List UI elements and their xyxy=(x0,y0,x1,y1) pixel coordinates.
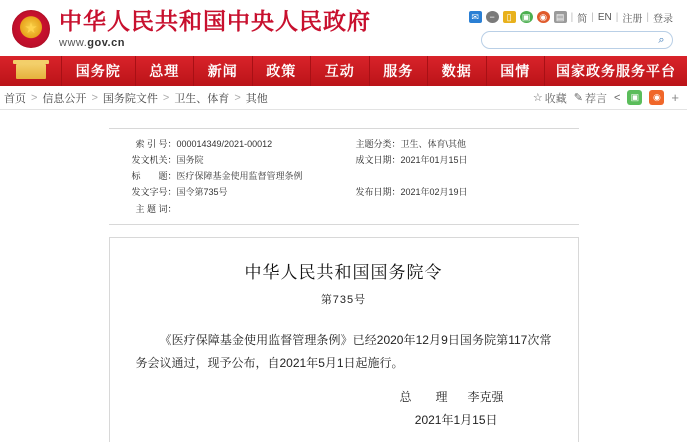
site-title: 中华人民共和国中央人民政府 xyxy=(59,7,371,34)
meta-label-title: 标 题： xyxy=(131,171,177,182)
site-url xyxy=(59,37,371,49)
lang-link-simplified[interactable]: 简 xyxy=(577,13,588,25)
site-url-prefix: www. xyxy=(59,37,88,50)
meta-value-index: 000014349/2021-00012 xyxy=(176,139,273,149)
mail-icon[interactable]: ✉ xyxy=(469,11,482,23)
document-metadata xyxy=(109,128,579,225)
weibo-share-icon[interactable]: ◉ xyxy=(649,90,664,105)
header-utilities xyxy=(469,10,677,49)
share-button[interactable] xyxy=(614,92,620,104)
meta-value-title: 医疗保障基金使用监督管理条例 xyxy=(176,171,303,182)
document-title: 中华人民共和国国务院令 xyxy=(244,262,443,283)
wechat-icon[interactable]: ▣ xyxy=(520,11,533,23)
breadcrumb-separator: > xyxy=(162,91,170,104)
minus-icon[interactable]: − xyxy=(486,11,499,23)
signature-date: 2021年1月15日 xyxy=(414,413,498,428)
signature-role: 总 理 xyxy=(399,390,454,405)
breadcrumb-item-state-council-docs[interactable]: 国务院文件 xyxy=(102,92,158,105)
meta-label-empty2 xyxy=(327,201,401,217)
breadcrumb-item-home[interactable]: 首页 xyxy=(4,92,26,105)
table-row xyxy=(109,184,579,200)
separator: | xyxy=(591,11,594,23)
site-branding[interactable] xyxy=(59,9,371,49)
meta-value-category: 卫生、体育\其他 xyxy=(400,139,467,149)
nav-item-data[interactable]: 数据 xyxy=(428,56,487,86)
document-order-number: 第735号 xyxy=(320,293,367,306)
meta-value-issuing-agency: 国务院 xyxy=(176,155,204,166)
document-body xyxy=(109,237,579,442)
nav-item-government-service-platform[interactable]: 国家政务服务平台 xyxy=(556,63,676,79)
share-icon: < xyxy=(613,91,621,104)
meta-value-written-date: 2021年01月15日 xyxy=(400,155,468,166)
breadcrumb-item-other[interactable]: 其他 xyxy=(245,92,268,105)
meta-value-empty2 xyxy=(401,201,579,217)
meta-value-doc-number: 国令第735号 xyxy=(176,187,228,198)
star-icon: ☆ xyxy=(532,92,543,104)
nav-item-national-profile[interactable]: 国情 xyxy=(487,56,546,86)
separator: | xyxy=(646,11,649,23)
weibo-icon[interactable]: ◉ xyxy=(537,11,550,23)
breadcrumb-separator: > xyxy=(234,91,241,104)
nav-item-news[interactable]: 新闻 xyxy=(194,56,253,86)
search-input[interactable] xyxy=(490,32,650,48)
favorite-button[interactable] xyxy=(533,90,567,106)
lang-link-english[interactable]: EN xyxy=(597,11,612,23)
plus-icon[interactable]: + xyxy=(671,90,679,105)
breadcrumb-item-health-sports[interactable]: 卫生、体育 xyxy=(174,92,230,105)
register-link[interactable]: 注册 xyxy=(622,13,643,25)
suggest-label: 荐言 xyxy=(584,92,607,105)
search-box[interactable] xyxy=(481,31,673,49)
gate-icon xyxy=(16,64,46,79)
table-row xyxy=(109,201,579,217)
site-header xyxy=(0,0,687,56)
meta-label-keywords: 主 题 词： xyxy=(135,203,177,214)
nav-item-interaction[interactable]: 互动 xyxy=(311,56,370,86)
meta-label-index: 索 引 号： xyxy=(135,139,177,149)
document-signature xyxy=(136,386,552,432)
table-row xyxy=(109,136,579,152)
search-icon[interactable]: ⌕ xyxy=(658,33,665,46)
nav-item-service[interactable]: 服务 xyxy=(370,56,429,86)
table-row xyxy=(109,152,579,168)
metadata-table xyxy=(109,136,579,217)
app-icon[interactable]: ▤ xyxy=(554,11,567,23)
meta-value-publish-date: 2021年02月19日 xyxy=(400,187,468,198)
separator: | xyxy=(615,11,619,23)
site-url-main: gov.cn xyxy=(87,37,125,50)
phone-icon[interactable]: ▯ xyxy=(503,11,516,23)
table-row xyxy=(109,168,579,184)
nav-item-policy[interactable]: 政策 xyxy=(253,56,312,86)
breadcrumb-separator: > xyxy=(91,91,98,104)
signature-name: 李克强 xyxy=(467,390,504,405)
nav-item-home[interactable] xyxy=(0,56,62,86)
meta-value-empty xyxy=(401,168,579,184)
suggest-button[interactable] xyxy=(574,90,607,106)
pencil-icon: ✎ xyxy=(573,92,583,104)
meta-label-category: 主题分类： xyxy=(355,139,401,149)
document-paragraph: 《医疗保障基金使用监督管理条例》已经2020年12月9日国务院第117次常务会议通过，现予公布，自2021年5月1日起施行。 xyxy=(135,332,552,370)
favorite-label: 收藏 xyxy=(544,92,567,105)
breadcrumb-item-open-info[interactable]: 信息公开 xyxy=(42,92,87,105)
meta-label-publish-date: 发布日期： xyxy=(355,187,401,198)
meta-value-keywords xyxy=(177,201,327,217)
main-navigation xyxy=(0,56,687,86)
breadcrumb-separator: > xyxy=(31,91,38,104)
nav-item-premier[interactable]: 总理 xyxy=(136,56,195,86)
signature-line xyxy=(136,386,504,409)
wechat-share-icon[interactable]: ▣ xyxy=(627,90,642,105)
national-emblem-icon xyxy=(12,10,50,48)
utility-row xyxy=(469,10,673,25)
meta-label-issuing-agency: 发文机关： xyxy=(131,155,177,166)
meta-label-empty xyxy=(327,168,401,184)
meta-label-doc-number: 发文字号： xyxy=(131,187,177,198)
nav-item-state-council[interactable]: 国务院 xyxy=(62,56,136,86)
breadcrumb xyxy=(0,86,687,110)
page-content xyxy=(0,110,687,442)
separator: | xyxy=(570,11,574,23)
meta-label-written-date: 成文日期： xyxy=(355,155,401,166)
breadcrumb-tools xyxy=(533,90,679,106)
login-link[interactable]: 登录 xyxy=(653,13,673,25)
